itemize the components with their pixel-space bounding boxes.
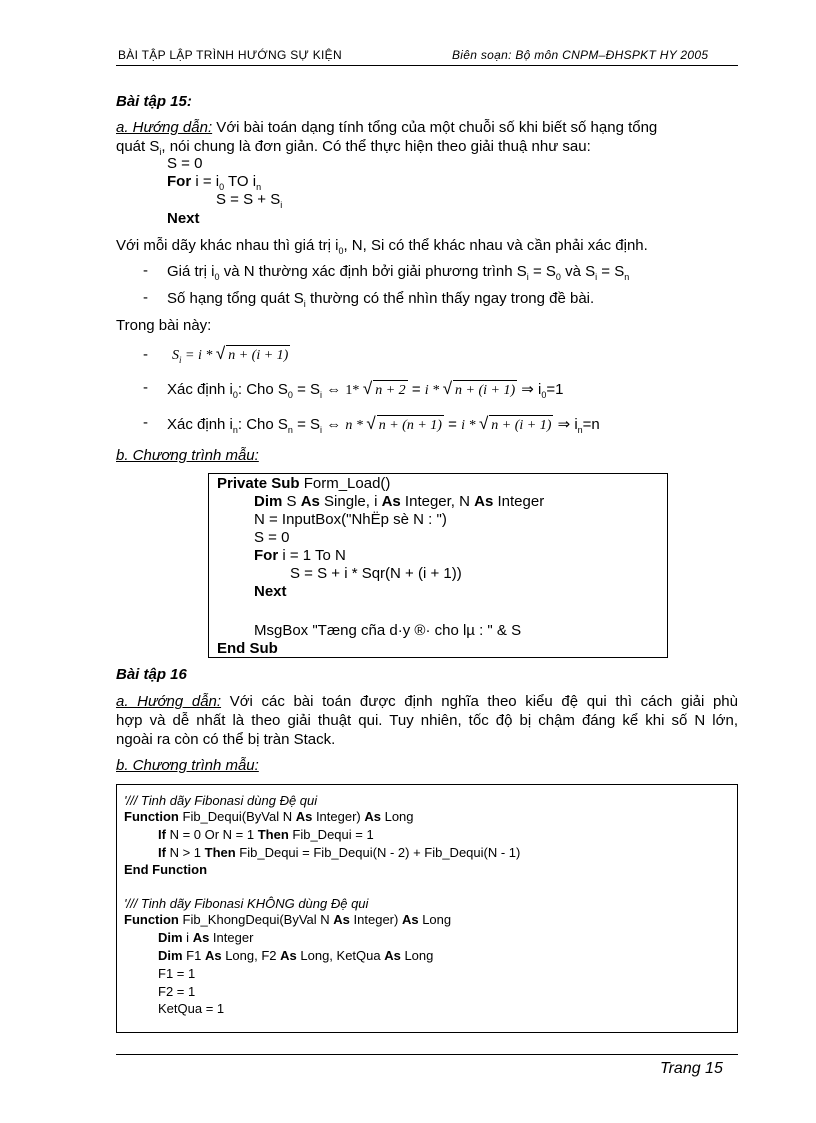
algo-next: Next	[167, 210, 200, 227]
ex16-title: Bài tập 16	[116, 666, 187, 683]
code-block-ex15	[208, 473, 668, 658]
formula-general-term: $S_i = i$ * √ n + (i + 1)	[172, 344, 289, 365]
ex16-guide-line3: ngoài ra còn có thể bị tràn Stack.	[116, 731, 336, 748]
ex16-sample-label: b. Chương trình mẫu:	[116, 757, 259, 774]
code-line: S = S + i * Sqr(N + (i + 1))	[290, 565, 462, 582]
code-line: Private Sub Form_Load()	[217, 475, 391, 492]
ex15-bullet2: Số hạng tổng quát $S_i$ thường có thể nhìn thấy ngay trong đề bài.	[167, 290, 595, 309]
code-line: N = InputBox("NhËp sè N : ")	[254, 511, 447, 528]
footer-rule	[116, 1054, 738, 1055]
code-line: Next	[254, 583, 287, 600]
code-line: F1 = 1	[158, 966, 196, 981]
code-comment: '/// Tinh dãy Fibonasi KHÔNG dùng Đệ qui	[124, 896, 369, 911]
code-line: Dim F1 As Long, F2 As Long, KetQua As Long	[158, 948, 434, 963]
formula-determine-i0: Xác định $i_0$: Cho $S_0 = S_i$ ⇔ 1* √ n + 2 = i * √ n + (i + 1) ⇒ $i_0=1$	[167, 379, 564, 400]
bullet-dash: -	[143, 262, 148, 279]
code-line: Function Fib_KhongDequi(ByVal N As Integer) As Long	[124, 912, 452, 927]
ex15-bullet1: Giá trị $i_0$ và N thường xác định bởi giải phương trình $S_i = S_0$ và $S_i = S_n$	[167, 263, 630, 282]
header-title: BÀI TẬP LẬP TRÌNH HƯỚNG SỰ KIỆN	[118, 48, 342, 62]
header-rule	[116, 65, 738, 66]
header-author: Biên soạn: Bộ môn CNPM–ĐHSPKT HY 2005	[452, 48, 709, 62]
page-number: Trang 15	[660, 1060, 723, 1077]
code-line: Function Fib_Dequi(ByVal N As Integer) As Long	[124, 809, 414, 824]
formula-determine-in: Xác định $i_n$: Cho $S_n = S_i$ ⇔ n * √ n + (n + 1) = i * √ n + (i + 1) ⇒ $i_n=n$	[167, 414, 600, 435]
ex15-guide-line1: a. Hướng dẫn: Với bài toán dạng tính tổng của một chuỗi số khi biết số hạng tổng	[116, 119, 658, 136]
ex15-sample-label: b. Chương trình mẫu:	[116, 447, 259, 464]
ex16-guide-line1: a. Hướng dẫn: Với các bài toán được định nghĩa theo kiểu đệ qui thì cách giải phù	[116, 693, 738, 710]
code-line: S = 0	[254, 529, 290, 546]
code-line: For i = 1 To N	[254, 547, 346, 564]
code-line: KetQua = 1	[158, 1001, 225, 1016]
bullet-dash: -	[143, 346, 148, 363]
bullet-dash: -	[143, 414, 148, 431]
code-line: If N = 0 Or N = 1 Then Fib_Dequi = 1	[158, 827, 374, 842]
algo-for: For $i = i_0$ TO $i_n$	[167, 173, 262, 192]
code-line: Dim S As Single, i As Integer, N As Integer	[254, 493, 545, 510]
code-line: End Sub	[217, 640, 278, 657]
code-comment: '/// Tinh dãy Fibonasi dùng Đệ qui	[124, 793, 318, 808]
code-line: If N > 1 Then Fib_Dequi = Fib_Dequi(N - 2) + Fib_Dequi(N - 1)	[158, 845, 521, 860]
algo-init: S = 0	[167, 155, 203, 172]
bullet-dash: -	[143, 289, 148, 306]
code-line: End Function	[124, 862, 208, 877]
ex15-para3: Trong bài này:	[116, 317, 212, 334]
ex15-guide-label: a. Hướng dẫn:	[116, 119, 213, 136]
algo-body: $S = S + S_i$	[216, 191, 283, 210]
ex15-para2: Với mỗi dãy khác nhau thì giá trị $i_0$, N, Si có thể khác nhau và cần phải xác định.	[116, 237, 648, 256]
code-line: F2 = 1	[158, 984, 196, 999]
ex15-guide-line2: quát $S_i$, nói chung là đơn giản. Có thể thực hiện theo giải thuậ như sau:	[116, 138, 591, 157]
bullet-dash: -	[143, 379, 148, 396]
code-block-ex16	[116, 784, 738, 1033]
code-line: Dim i As Integer	[158, 930, 254, 945]
ex15-title: Bài tập 15:	[116, 93, 192, 110]
code-line: MsgBox "Tæng cña d·y ®· cho lµ : " & S	[254, 622, 522, 639]
ex16-guide-line2: hợp và dễ nhất là theo giải thuật qui. Tuy nhiên, tốc độ bị chậm đáng kể khi số N lớn,	[116, 712, 738, 729]
